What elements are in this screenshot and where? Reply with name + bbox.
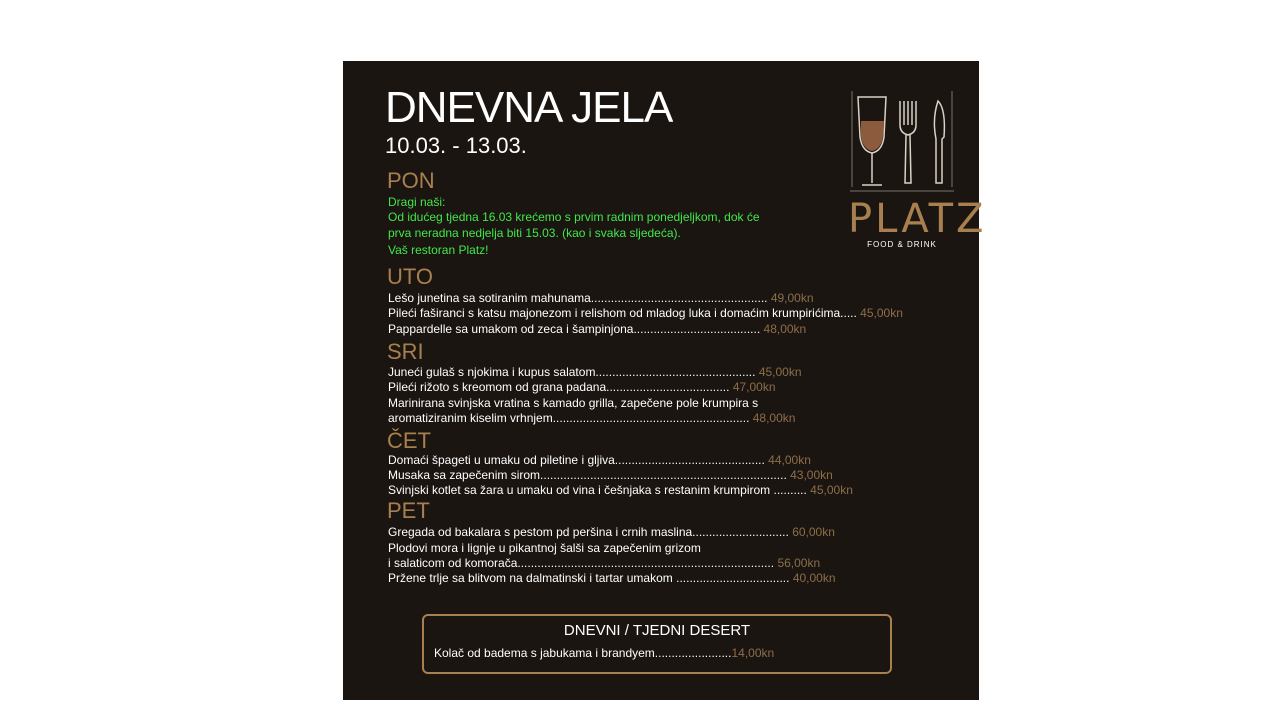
menu-title: DNEVNA JELA	[385, 83, 673, 132]
notice-line: prva neradna nedjelja biti 15.03. (kao i svaka sljedeća).	[388, 226, 681, 240]
menu-item: i salaticom od komorača............................................................................. 56,00kn	[388, 556, 821, 570]
menu-item: Lešo junetina sa sotiranim mahunama..................................................... 49,00kn	[388, 291, 814, 305]
menu-item: Svinjski kotlet sa žara u umaku od vina i češnjaka s restanim krumpirom .......... 45,00kn	[388, 483, 853, 497]
menu-item: Domaći špageti u umaku od piletine i gljiva............................................. 44,00kn	[388, 453, 811, 467]
logo-subtitle: FOOD & DRINK	[867, 240, 937, 249]
day-label-cet: ČET	[387, 428, 431, 453]
menu-item: Pappardelle sa umakom od zeca i šampinjona...................................... 48,00kn	[388, 322, 807, 336]
menu-item: aromatiziranim kiselim vrhnjem........................................................... 48,00kn	[388, 411, 796, 425]
menu-poster	[343, 61, 987, 700]
dessert-title: DNEVNI / TJEDNI DESERT	[563, 622, 751, 639]
menu-item: Pržene trlje sa blitvom na dalmatinski i tartar umakom .................................. 40,00kn	[388, 571, 836, 585]
logo-name: PLATZ	[848, 196, 987, 242]
menu-item: Plodovi mora i lignje u pikantnoj šalši sa zapečenim grizom	[388, 541, 701, 555]
dessert-box	[422, 614, 892, 674]
day-label-pet: PET	[387, 498, 430, 523]
notice-line: Vaš restoran Platz!	[388, 243, 489, 257]
day-label-sri: SRI	[387, 339, 424, 364]
day-label-uto: UTO	[387, 264, 434, 289]
notice-line: Od idućeg tjedna 16.03 krećemo s prvim radnim ponedjeljkom, dok će	[388, 210, 760, 224]
menu-item: Marinirana svinjska vratina s kamado grilla, zapečene pole krumpira s	[388, 396, 759, 410]
menu-dates: 10.03. - 13.03.	[385, 133, 527, 158]
menu-item: Pileći rižoto s kreomom od grana padana..................................... 47,00kn	[388, 380, 776, 394]
day-label-pon: PON	[387, 168, 435, 193]
menu-item: Musaka sa zapečenim sirom.......................................................................... 43,00kn	[388, 468, 833, 482]
notice-line: Dragi naši:	[388, 195, 446, 209]
menu-item: Pileći faširanci s katsu majonezom i relishom od mladog luka i domaćim krumpirićima..... 45,00kn	[388, 306, 903, 320]
menu-item: Gregada od bakalara s pestom pd peršina i crnih maslina............................. 60,00kn	[388, 525, 835, 539]
menu-item: Juneći gulaš s njokima i kupus salatom................................................ 45,00kn	[388, 365, 802, 379]
dessert-item: Kolač od badema s jabukama i brandyem.......................14,00kn	[434, 646, 775, 660]
